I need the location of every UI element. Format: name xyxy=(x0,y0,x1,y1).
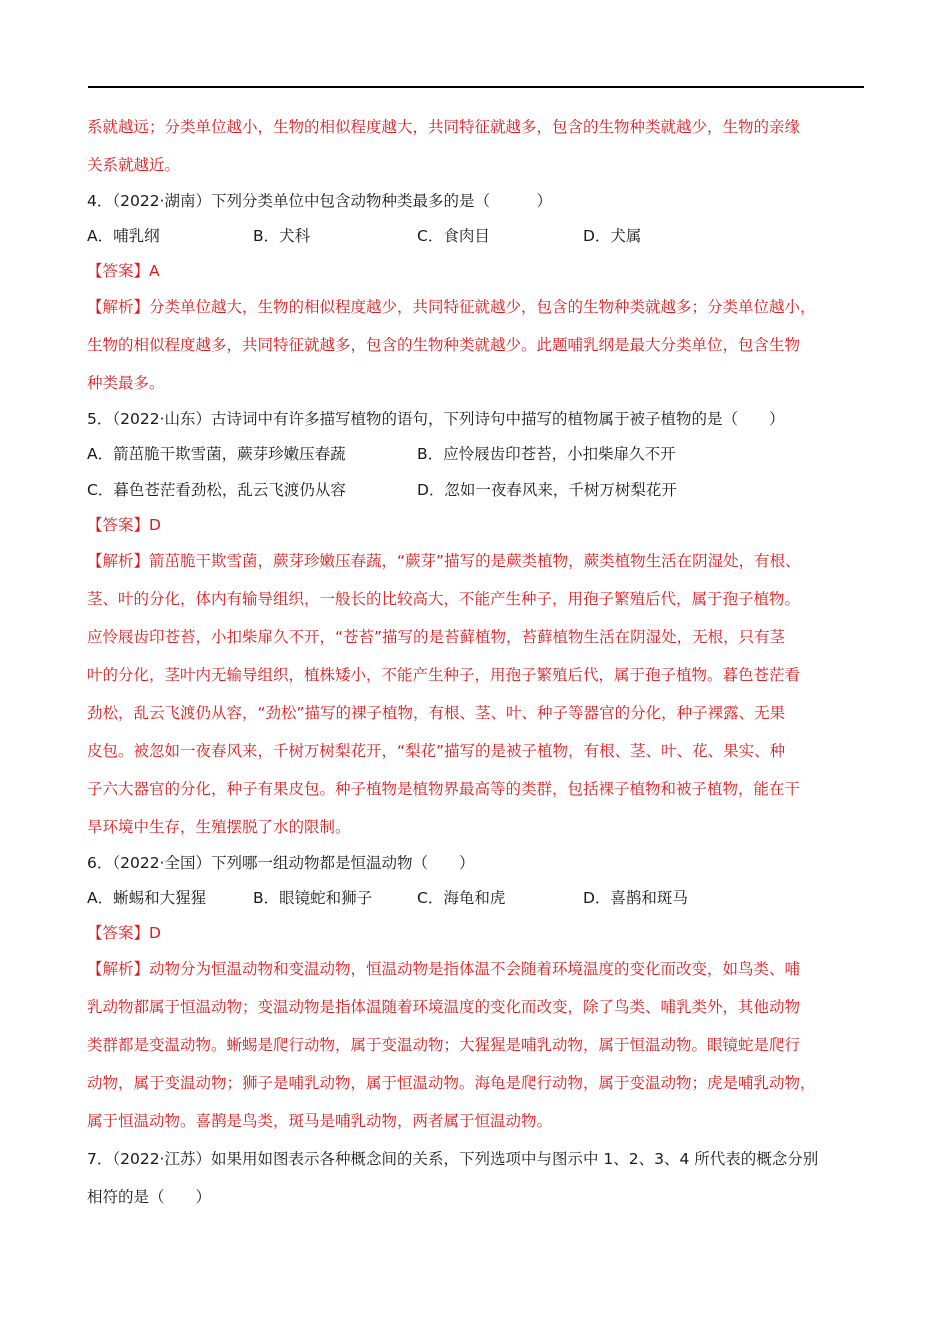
analysis-line xyxy=(87,950,863,988)
analysis-line: 乳动物都属于恒温动物；变温动物是指体温随着环境温度的变化而改变，除了鸟类、哺乳类外，其他动物 xyxy=(87,998,801,1016)
analysis-text: 分类单位越大，生物的相似程度越少，共同特征就越少，包含的生物种类就越多；分类单位越小， xyxy=(149,298,816,316)
analysis-line: 茎、叶的分化，体内有输导组织，一般长的比较高大，不能产生种子，用孢子繁殖后代，属于孢子植物。 xyxy=(87,590,801,608)
analysis-line: 皮包。被忽如一夜春风来，千树万树梨花开，“梨花”描写的是被子植物，有根、茎、叶、花、果实、种 xyxy=(87,742,786,760)
question-5-answer xyxy=(87,508,863,542)
header-rule xyxy=(88,86,864,88)
question-6-answer xyxy=(87,916,863,950)
analysis-line: 种类最多。 xyxy=(87,374,165,392)
option-d: D．犬属 xyxy=(583,227,642,245)
analysis-label: 【解析】 xyxy=(87,552,150,570)
analysis-label: 【解析】 xyxy=(87,298,150,316)
analysis-line: 叶的分化，茎叶内无输导组织，植株矮小，不能产生种子，用孢子繁殖后代，属于孢子植物。暮色苍茫看 xyxy=(87,666,801,684)
analysis-line xyxy=(87,288,863,326)
option-b: B．应怜屐齿印苍苔，小扣柴扉久不开 xyxy=(417,445,676,463)
intro-line: 关系就越近。 xyxy=(87,156,181,174)
answer-label: 【答案】 xyxy=(87,924,150,942)
analysis-text: 动物分为恒温动物和变温动物，恒温动物是指体温不会随着环境温度的变化而改变，如鸟类、哺 xyxy=(149,960,801,978)
answer-value: A xyxy=(149,262,160,280)
analysis-line: 动物，属于变温动物；狮子是哺乳动物，属于恒温动物。海龟是爬行动物，属于变温动物；虎是哺乳动物， xyxy=(87,1074,816,1092)
question-5-stem: 5．（2022·山东）古诗词中有许多描写植物的语句，下列诗句中描写的植物属于被子植物的是（ ） xyxy=(87,410,785,428)
question-4-stem: 4．（2022·湖南）下列分类单位中包含动物种类最多的是（ ） xyxy=(87,192,552,210)
question-5-options-row1 xyxy=(87,436,863,472)
analysis-line: 应怜屐齿印苍苔，小扣柴扉久不开，“苍苔”描写的是苔藓植物，苔藓植物生活在阴湿处，无根，只有茎 xyxy=(87,628,786,646)
question-4-options xyxy=(87,218,863,254)
analysis-label: 【解析】 xyxy=(87,960,150,978)
answer-value: D xyxy=(149,924,161,942)
option-d: D．喜鹊和斑马 xyxy=(583,889,688,907)
intro-line: 系就越远；分类单位越小，生物的相似程度越大，共同特征就越多，包含的生物种类就越少，生物的亲缘 xyxy=(87,118,801,136)
analysis-line: 劲松，乱云飞渡仍从容，“劲松”描写的裸子植物，有根、茎、叶、种子等器官的分化，种子裸露、无果 xyxy=(87,704,786,722)
analysis-text: 箭茁脆干欺雪菌，蕨芽珍嫩压春蔬，“蕨芽”描写的是蕨类植物，蕨类植物生活在阴湿处，有根、 xyxy=(149,552,801,570)
option-d: D．忽如一夜春风来，千树万树梨花开 xyxy=(417,481,677,499)
question-6-stem: 6．（2022·全国）下列哪一组动物都是恒温动物（ ） xyxy=(87,854,475,872)
option-b: B．眼镜蛇和狮子 xyxy=(253,889,373,907)
option-a: A．蜥蜴和大猩猩 xyxy=(87,889,207,907)
answer-label: 【答案】 xyxy=(87,516,150,534)
answer-label: 【答案】 xyxy=(87,262,150,280)
option-c: C．暮色苍茫看劲松，乱云飞渡仍从容 xyxy=(87,481,346,499)
question-6-options xyxy=(87,880,863,916)
option-a: A．哺乳纲 xyxy=(87,227,160,245)
question-7-stem: 相符的是（ ） xyxy=(87,1188,212,1206)
analysis-line: 属于恒温动物。喜鹊是鸟类，斑马是哺乳动物，两者属于恒温动物。 xyxy=(87,1112,553,1130)
option-b: B．犬科 xyxy=(253,227,311,245)
answer-value: D xyxy=(149,516,161,534)
question-4-answer xyxy=(87,254,863,288)
analysis-line: 子六大器官的分化，种子有果皮包。种子植物是植物界最高等的类群，包括裸子植物和被子植物，能在干 xyxy=(87,780,801,798)
content xyxy=(87,108,863,1216)
analysis-line: 旱环境中生存，生殖摆脱了水的限制。 xyxy=(87,818,351,836)
question-7-stem: 7．（2022·江苏）如果用如图表示各种概念间的关系，下列选项中与图示中 1、2、3、4 所代表的概念分别 xyxy=(87,1150,819,1168)
analysis-line: 类群都是变温动物。蜥蜴是爬行动物，属于变温动物；大猩猩是哺乳动物，属于恒温动物。眼镜蛇是爬行 xyxy=(87,1036,801,1054)
analysis-line: 生物的相似程度越多，共同特征就越多，包含的生物种类就越少。此题哺乳纲是最大分类单位，包含生物 xyxy=(87,336,801,354)
question-5-options-row2 xyxy=(87,472,863,508)
analysis-line xyxy=(87,542,863,580)
option-c: C．食肉目 xyxy=(417,227,490,245)
option-c: C．海龟和虎 xyxy=(417,889,506,907)
option-a: A．箭茁脆干欺雪菌，蕨芽珍嫩压春蔬 xyxy=(87,445,346,463)
